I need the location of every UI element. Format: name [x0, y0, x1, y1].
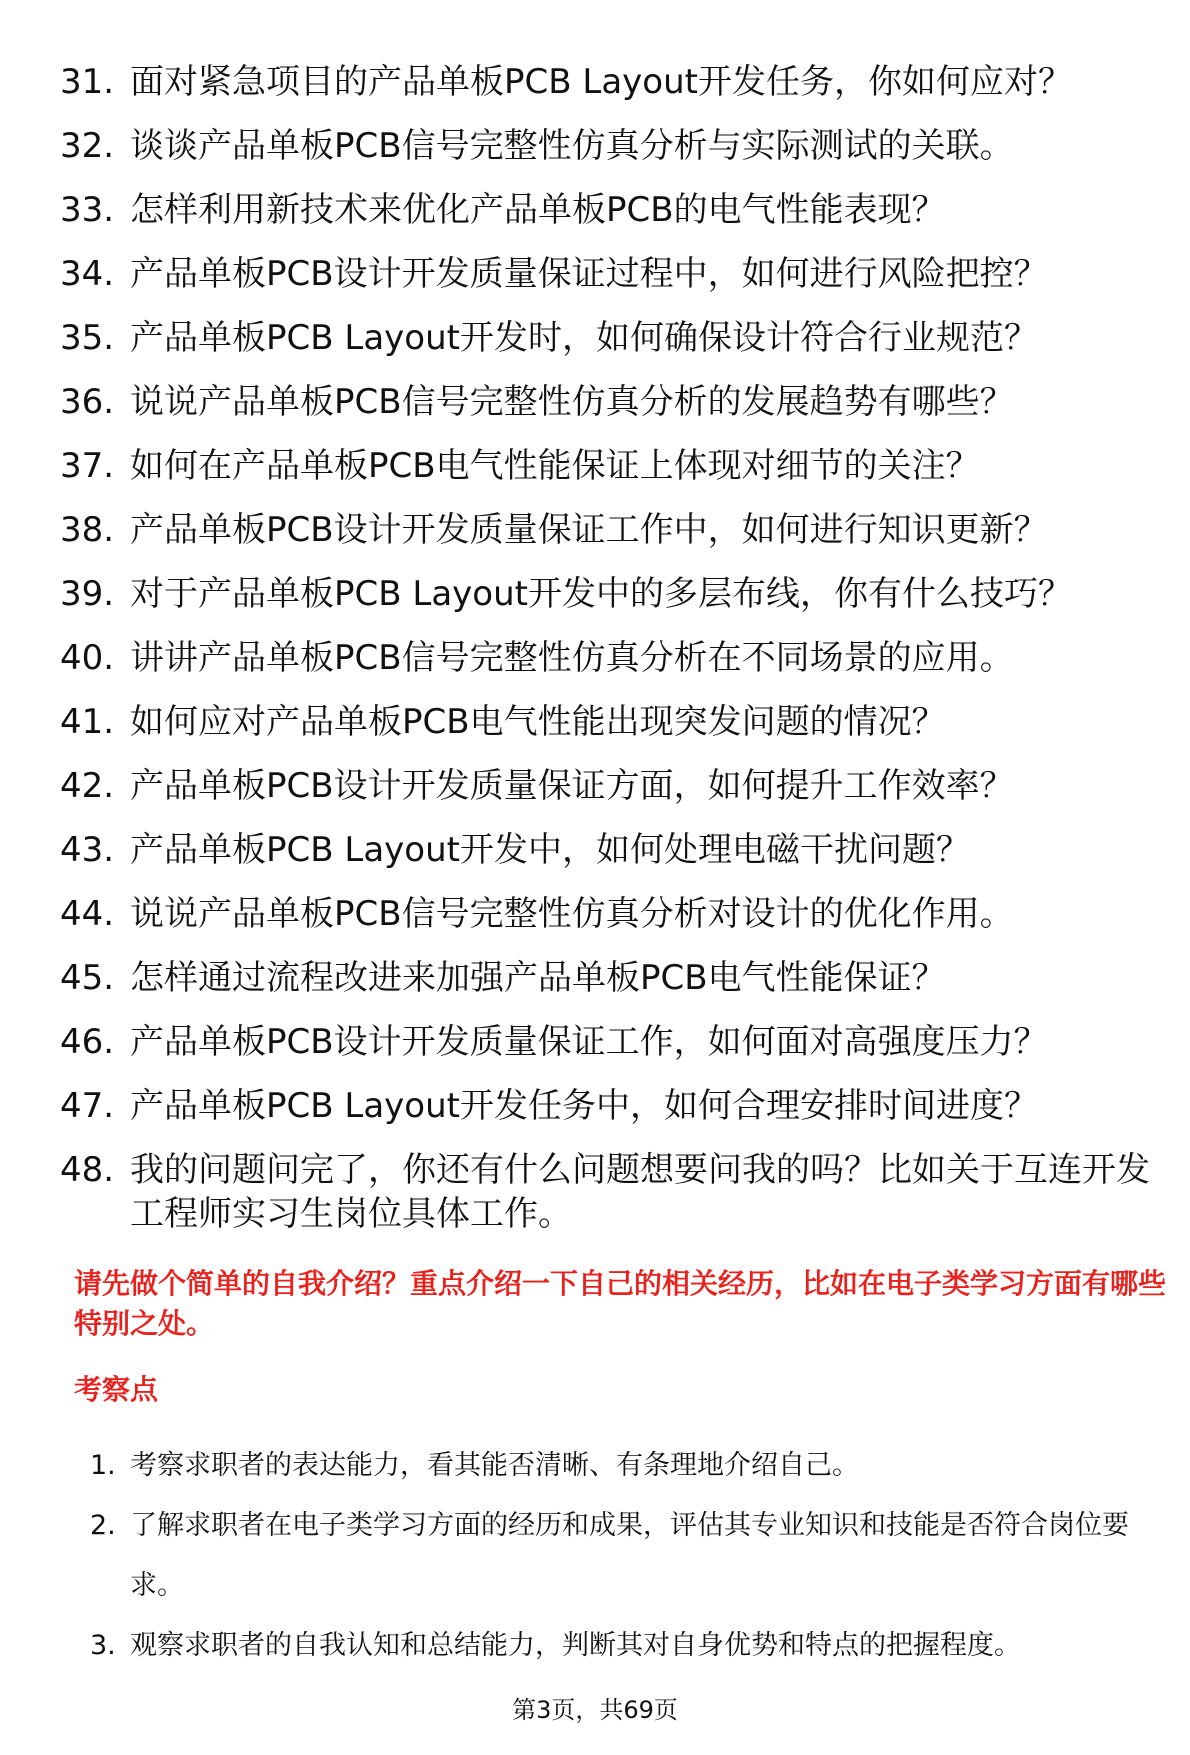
- question-number: 33.: [60, 190, 115, 230]
- question-text: 怎样利用新技术来优化产品单板PCB的电气性能表现？: [130, 190, 946, 230]
- assessment-points: [90, 1436, 1160, 1676]
- question-text: 产品单板PCB Layout开发中，如何处理电磁干扰问题？: [130, 830, 970, 870]
- question-item: [60, 562, 1170, 626]
- question-item: [60, 1138, 1170, 1236]
- question-number: 37.: [60, 446, 115, 486]
- question-item: [60, 690, 1170, 754]
- question-item: [60, 1010, 1170, 1074]
- question-text: 怎样通过流程改进来加强产品单板PCB电气性能保证？: [130, 958, 946, 998]
- question-text: 产品单板PCB Layout开发时，如何确保设计符合行业规范？: [130, 318, 1038, 358]
- question-text: 如何应对产品单板PCB电气性能出现突发问题的情况？: [130, 702, 946, 742]
- question-item: [60, 754, 1170, 818]
- question-item: [60, 50, 1170, 114]
- question-item: [60, 818, 1170, 882]
- question-item: [60, 626, 1170, 690]
- question-number: 40.: [60, 638, 115, 678]
- question-number: 47.: [60, 1086, 115, 1126]
- question-number: 34.: [60, 254, 115, 294]
- question-item: [60, 114, 1170, 178]
- point-item: [90, 1496, 1160, 1616]
- page-footer: 第3页，共69页: [512, 1696, 678, 1724]
- question-text: 说说产品单板PCB信号完整性仿真分析对设计的优化作用。: [130, 894, 1014, 934]
- question-number: 41.: [60, 702, 115, 742]
- question-number: 36.: [60, 382, 115, 422]
- question-number: 35.: [60, 318, 115, 358]
- question-number: 46.: [60, 1022, 115, 1062]
- question-text: 谈谈产品单板PCB信号完整性仿真分析与实际测试的关联。: [130, 126, 1014, 166]
- point-number: 1.: [90, 1450, 116, 1481]
- question-text: 讲讲产品单板PCB信号完整性仿真分析在不同场景的应用。: [130, 638, 1014, 678]
- question-list: [60, 50, 1170, 1236]
- question-item: [60, 370, 1170, 434]
- point-number: 2.: [90, 1510, 116, 1541]
- question-text: 产品单板PCB设计开发质量保证过程中，如何进行风险把控？: [130, 254, 1048, 294]
- point-number: 3.: [90, 1630, 116, 1661]
- question-number: 43.: [60, 830, 115, 870]
- question-item: [60, 306, 1170, 370]
- question-number: 32.: [60, 126, 115, 166]
- question-number: 38.: [60, 510, 115, 550]
- point-text: 了解求职者在电子类学习方面的经历和成果，评估其专业知识和技能是否符合岗位要求。: [130, 1510, 1129, 1601]
- question-item: [60, 498, 1170, 562]
- section-title: 考察点: [74, 1373, 159, 1406]
- question-number: 44.: [60, 894, 115, 934]
- question-text: 产品单板PCB设计开发质量保证工作中，如何进行知识更新？: [130, 510, 1048, 550]
- question-text: 产品单板PCB设计开发质量保证方面，如何提升工作效率？: [130, 766, 1014, 806]
- question-number: 31.: [60, 62, 115, 102]
- question-text: 对于产品单板PCB Layout开发中的多层布线，你有什么技巧？: [130, 574, 1072, 614]
- question-text: 如何在产品单板PCB电气性能保证上体现对细节的关注？: [130, 446, 980, 486]
- question-text: 产品单板PCB Layout开发任务中，如何合理安排时间进度？: [130, 1086, 1038, 1126]
- question-number: 42.: [60, 766, 115, 806]
- question-text: 面对紧急项目的产品单板PCB Layout开发任务，你如何应对？: [130, 62, 1072, 102]
- question-text: 产品单板PCB设计开发质量保证工作，如何面对高强度压力？: [130, 1022, 1048, 1062]
- question-item: [60, 242, 1170, 306]
- featured-question: 请先做个简单的自我介绍？重点介绍一下自己的相关经历，比如在电子类学习方面有哪些特别之处。: [74, 1267, 1167, 1340]
- point-text: 考察求职者的表达能力，看其能否清晰、有条理地介绍自己。: [130, 1450, 859, 1481]
- point-item: [90, 1616, 1160, 1676]
- question-number: 48.: [60, 1150, 115, 1190]
- question-number: 45.: [60, 958, 115, 998]
- point-item: [90, 1436, 1160, 1496]
- question-item: [60, 946, 1170, 1010]
- question-number: 39.: [60, 574, 115, 614]
- question-item: [60, 882, 1170, 946]
- question-text: 我的问题问完了，你还有什么问题想要问我的吗？比如关于互连开发工程师实习生岗位具体工作。: [130, 1150, 1150, 1234]
- question-item: [60, 178, 1170, 242]
- question-item: [60, 434, 1170, 498]
- question-item: [60, 1074, 1170, 1138]
- point-text: 观察求职者的自我认知和总结能力，判断其对自身优势和特点的把握程度。: [130, 1630, 1021, 1661]
- question-text: 说说产品单板PCB信号完整性仿真分析的发展趋势有哪些？: [130, 382, 1014, 422]
